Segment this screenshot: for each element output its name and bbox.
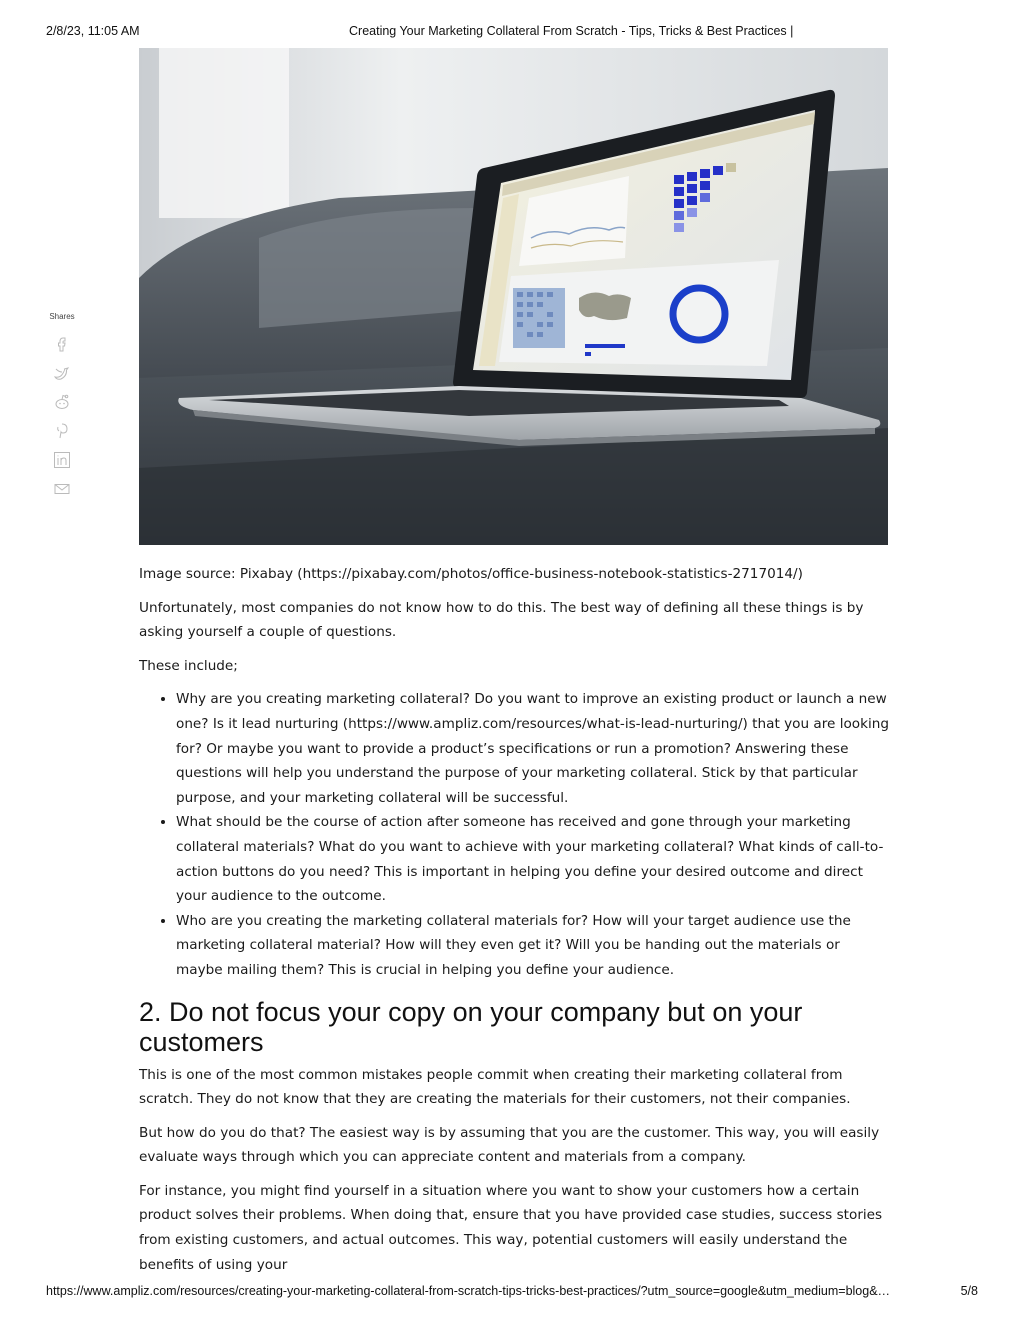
paragraph: But how do you do that? The easiest way is by assuming that you are the customer. This way, you will easily evaluate ways through which you can appreciate content and materials from a company.: [139, 1124, 880, 1166]
paragraph: For instance, you might find yourself in a situation where you want to show your customers how a certain product solves their problems. When doing that, ensure that you have provided case studies, success stories from existing customers, and actual outcomes. This way, potential customers will easily understand the benefits of using your: [139, 1182, 883, 1273]
twitter-icon[interactable]: [53, 364, 71, 382]
hero-laptop-image: [139, 48, 888, 545]
reddit-icon[interactable]: [53, 393, 71, 411]
email-icon[interactable]: [53, 480, 71, 498]
print-date: 2/8/23, 11:05 AM: [46, 24, 140, 38]
share-bar: [40, 312, 84, 509]
facebook-icon[interactable]: [53, 335, 71, 353]
image-source-caption: Image source: Pixabay (https://pixabay.com/photos/office-business-notebook-statistics-2717014/): [139, 566, 803, 582]
list-item: • What should be the course of action after someone has received and gone through your marketing collateral materials? What do you want to achieve with your marketing collateral? What kinds of call-to-action buttons do you need? This is important in helping you define your desired outcome and direct your audience to the outcome.: [176, 810, 889, 908]
print-page-title: Creating Your Marketing Collateral From Scratch - Tips, Tricks & Best Practices |: [349, 24, 794, 38]
print-url: https://www.ampliz.com/resources/creating-your-marketing-collateral-from-scratch-tips-tricks-best-practices/?utm_source=google&utm_medium=blog&…: [46, 1284, 891, 1298]
laptop-illustration: [139, 48, 888, 545]
print-header: [46, 24, 978, 40]
article-body: [139, 562, 889, 1286]
linkedin-icon[interactable]: [53, 451, 71, 469]
shares-label: Shares: [49, 312, 75, 321]
paragraph: Unfortunately, most companies do not know how to do this. The best way of defining all these things is by asking yourself a couple of questions.: [139, 599, 864, 641]
list-item: • Why are you creating marketing collateral? Do you want to improve an existing product or launch a new one? Is it lead nurturing (https://www.ampliz.com/resources/what-is-lead-nurturing/) that you are looking for? Or maybe you want to provide a product’s specifications or run a promotion? Answering these questions will help you understand the purpose of your marketing collateral. Stick by that particular purpose, and your marketing collateral will be successful.: [176, 687, 889, 810]
pinterest-icon[interactable]: [53, 422, 71, 440]
page-number: 5/8: [960, 1284, 978, 1298]
paragraph: These include;: [139, 657, 238, 674]
section-heading: 2. Do not focus your copy on your company but on your customers: [139, 996, 803, 1057]
list-item: • Who are you creating the marketing collateral materials for? How will your target audience use the marketing collateral material? How will they even get it? Will you be handing out the materials or maybe mailing them? This is crucial in helping you define your audience.: [176, 909, 889, 983]
paragraph: This is one of the most common mistakes people commit when creating their marketing collateral from scratch. They do not know that they are creating the materials for their customers, not their companies.: [139, 1066, 851, 1108]
print-footer: [46, 1284, 978, 1300]
questions-list: [139, 687, 889, 982]
